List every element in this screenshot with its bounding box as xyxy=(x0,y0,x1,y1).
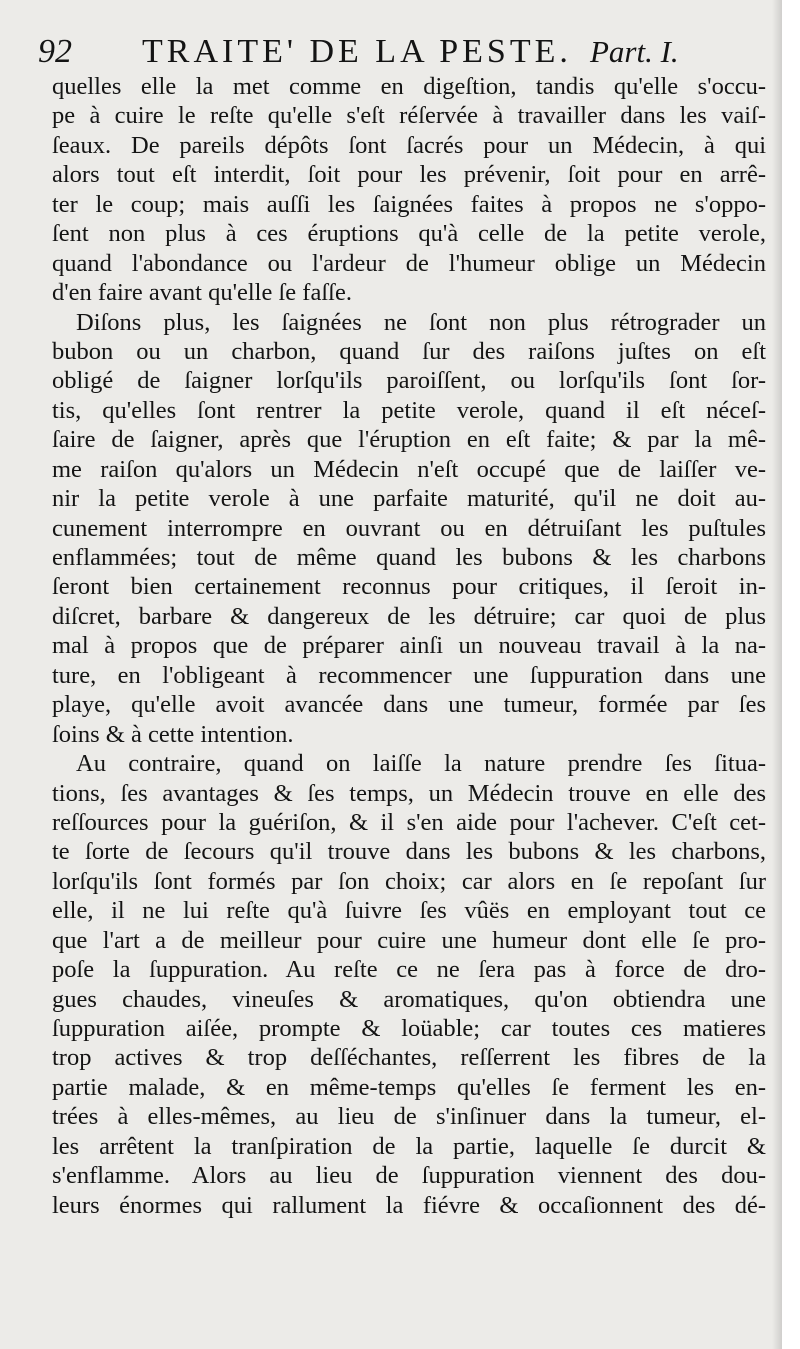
text-line: tis, qu'elles ſont rentrer la petite verole, quand il eſt néceſ- xyxy=(52,396,766,424)
text-line: ter le coup; mais auſſi les ſaignées faites à propos ne s'oppo- xyxy=(52,190,766,218)
text-line: bubon ou un charbon, quand ſur des raiſons juſtes on eſt xyxy=(52,337,766,365)
text-line: quelles elle la met comme en digeſtion, tandis qu'elle s'occu- xyxy=(52,73,766,100)
text-line: leurs énormes qui rallument la fiévre & occaſionnent des dé- xyxy=(52,1191,766,1219)
text-line: ture, en l'obligeant à recommencer une ſuppuration dans une xyxy=(52,661,766,689)
text-line: les arrêtent la tranſpiration de la partie, laquelle ſe durcit & xyxy=(52,1132,766,1160)
text-line: me raiſon qu'alors un Médecin n'eſt occupé que de laiſſer ve- xyxy=(52,455,766,483)
text-line: playe, qu'elle avoit avancée dans une tumeur, formée par ſes xyxy=(52,691,766,719)
text-line: gues chaudes, vineuſes & aromatiques, qu'on obtiendra une xyxy=(52,985,766,1013)
text-line: ſent non plus à ces éruptions qu'à celle de la petite verole, xyxy=(52,220,766,248)
running-title: TRAITE' DE LA PESTE. xyxy=(142,33,572,70)
text-line: d'en faire avant qu'elle ſe faſſe. xyxy=(52,279,352,307)
text-line: alors tout eſt interdit, ſoit pour les prévenir, ſoit pour en arrê- xyxy=(52,161,766,189)
text-line: quand l'abondance ou l'ardeur de l'humeur oblige un Médecin xyxy=(52,249,766,277)
text-line: s'enflamme. Alors au lieu de ſuppuration viennent des dou- xyxy=(52,1162,766,1190)
text-line: ſoins & à cette intention. xyxy=(52,720,294,748)
text-line: tions, ſes avantages & ſes temps, un Médecin trouve en elle des xyxy=(52,779,766,807)
page-number: 92 xyxy=(38,33,72,70)
text-line: poſe la ſuppuration. Au reſte ce ne ſera pas à force de dro- xyxy=(52,956,766,984)
text-line: Diſons plus, les ſaignées ne ſont non plus rétrograder un xyxy=(76,308,766,336)
part-label: Part. I. xyxy=(590,34,679,69)
text-line: trées à elles-mêmes, au lieu de s'inſinuer dans la tumeur, el- xyxy=(52,1103,766,1131)
text-line: enflammées; tout de même quand les bubons & les charbons xyxy=(52,544,766,571)
text-line: obligé de ſaigner lorſqu'ils paroiſſent, ou lorſqu'ils ſont ſor- xyxy=(52,367,766,395)
text-line: trop actives & trop deſſéchantes, reſſerrent les fibres de la xyxy=(52,1044,766,1072)
text-line: Au contraire, quand on laiſſe la nature prendre ſes ſitua- xyxy=(76,750,766,778)
text-line: te ſorte de ſecours qu'il trouve dans les bubons & les charbons, xyxy=(52,838,766,866)
text-line: cunement interrompre en ouvrant ou en détruiſant les puſtules xyxy=(52,514,766,542)
text-line: ſeaux. De pareils dépôts ſont ſacrés pour un Médecin, à qui xyxy=(52,131,766,159)
text-line: pe à cuire le reſte qu'elle s'eſt réſervée à travailler dans les vaiſ- xyxy=(52,102,766,130)
text-line: ſuppuration aiſée, prompte & loüable; car toutes ces matieres xyxy=(52,1015,766,1042)
text-line: mal à propos que de préparer ainſi un nouveau travail à la na- xyxy=(52,632,766,660)
text-line: reſſources pour la guériſon, & il s'en aide pour l'achever. C'eſt cet- xyxy=(52,808,766,836)
text-line: nir la petite verole à une parfaite maturité, qu'il ne doit au- xyxy=(52,485,766,513)
text-line: ſaire de ſaigner, après que l'éruption en eſt faite; & par la mê- xyxy=(52,426,766,454)
text-line: elle, il ne lui reſte qu'à ſuivre ſes vûës en employant tout ce xyxy=(52,897,766,925)
text-line: partie malade, & en même-temps qu'elles ſe ferment les en- xyxy=(52,1073,766,1101)
running-header xyxy=(38,30,768,74)
text-line: que l'art a de meilleur pour cuire une humeur dont elle ſe pro- xyxy=(52,926,766,954)
text-line: lorſqu'ils ſont formés par ſon choix; car alors en ſe repoſant ſur xyxy=(52,867,766,895)
text-line: ſeront bien certainement reconnus pour critiques, il ſeroit in- xyxy=(52,573,766,601)
body-text xyxy=(52,72,766,1220)
text-line: diſcret, barbare & dangereux de les détruire; car quoi de plus xyxy=(52,602,766,630)
